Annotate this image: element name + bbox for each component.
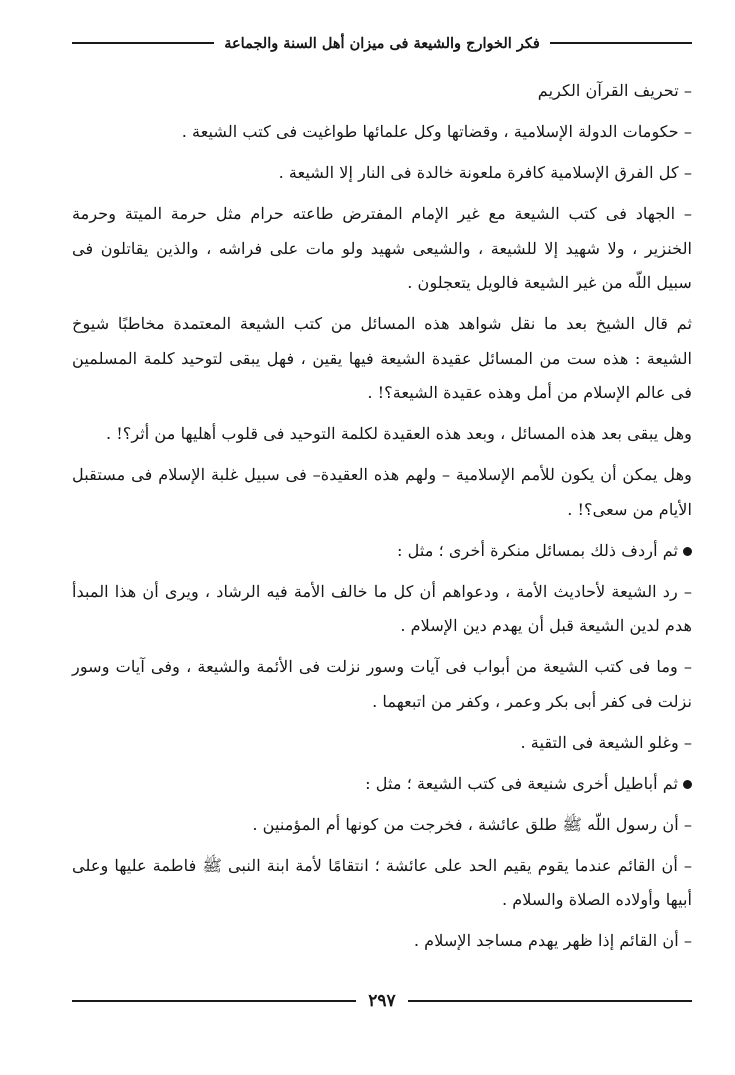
paragraph: [72, 458, 692, 527]
paragraph: [72, 849, 692, 918]
footer-rule-left: [72, 1000, 356, 1002]
paragraph: [72, 924, 692, 959]
paragraph-text: ثم أباطيل أخرى شنيعة فى كتب الشيعة ؛ مثل :: [365, 773, 678, 793]
page-number: ٢٩٧: [368, 991, 396, 1011]
paragraph-text: – وغلو الشيعة فى التقية .: [520, 732, 692, 752]
paragraph: [72, 808, 692, 843]
paragraph-text: – رد الشيعة لأحاديث الأمة ، ودعواهم أن كل ما خالف الأمة فيه الرشاد ، ويرى أن هذا المبدأ هدم لدين الشيعة قبل أن يهدم دين الإسلام .: [72, 581, 692, 635]
paragraph-text: ثم أردف ذلك بمسائل منكرة أخرى ؛ مثل :: [397, 540, 678, 560]
page-footer: [72, 988, 692, 1014]
paragraph: [72, 575, 692, 644]
paragraph-text: – حكومات الدولة الإسلامية ، وقضاتها وكل علمائها طواغيت فى كتب الشيعة .: [181, 122, 692, 141]
paragraph-text: – كل الفرق الإسلامية كافرة ملعونة خالدة فى النار إلا الشيعة .: [278, 163, 692, 182]
paragraph-text: – أن رسول اللّه ﷺ طلق عائشة ، فخرجت من كونها أم المؤمنين .: [252, 814, 692, 834]
paragraph: [72, 650, 692, 719]
paragraph: [72, 417, 692, 452]
paragraph: [72, 726, 692, 761]
running-header: [72, 30, 692, 56]
page-body: [72, 74, 692, 965]
bullet-paragraph: [72, 534, 692, 569]
paragraph-text: – تحريف القرآن الكريم: [537, 81, 692, 100]
bullet-paragraph: [72, 767, 692, 802]
paragraph-text: ثم قال الشيخ بعد ما نقل شواهد هذه المسائل من كتب الشيعة المعتمدة مخاطبًا شيوخ الشيعة : هذه ست من المسائل عقيدة الشيعة فيها يقين ، فهل يبقى لتوحيد كلمة المسلمين فى عالم الإسلام من أمل وهذه عقيدة الشيعة؟! .: [72, 314, 692, 402]
footer-rule-right: [408, 1000, 692, 1002]
paragraph-text: – أن القائم عندما يقوم يقيم الحد على عائشة ؛ انتقامًا لأمة ابنة النبى ﷺ فاطمة عليها وعلى أبيها وأولاده الصلاة والسلام .: [72, 855, 692, 909]
bullet-icon: [683, 780, 692, 789]
paragraph-text: – أن القائم إذا ظهر يهدم مساجد الإسلام .: [413, 931, 692, 950]
paragraph-text: – الجهاد فى كتب الشيعة مع غير الإمام المفترض طاعته حرام مثل حرمة الميتة وحرمة الخنزير ، ولا شهيد إلا للشيعة ، والشيعى شهيد ولو مات على فراشه ، والذين يقاتلون فى سبيل اللّه من غير الشيعة فالويل يتعجلون .: [72, 204, 692, 292]
header-rule-right: [550, 42, 692, 44]
paragraph: [72, 115, 692, 150]
paragraph-text: – وما فى كتب الشيعة من أبواب فى آيات وسور نزلت فى الأئمة والشيعة ، وفى آيات وسور نزلت فى كفر أبى بكر وعمر ، وكفر من اتبعهما .: [72, 657, 692, 711]
header-rule-left: [72, 42, 214, 44]
paragraph: [72, 307, 692, 411]
paragraph: [72, 74, 692, 109]
running-title: فكر الخوارج والشيعة فى ميزان أهل السنة والجماعة: [224, 34, 540, 52]
paragraph-text: وهل يمكن أن يكون للأمم الإسلامية – ولهم هذه العقيدة– فى سبيل غلبة الإسلام فى مستقبل الأيام من سعى؟! .: [72, 465, 692, 519]
bullet-icon: [683, 547, 692, 556]
paragraph-text: وهل يبقى بعد هذه المسائل ، وبعد هذه العقيدة لكلمة التوحيد فى قلوب أهليها من أثر؟! .: [105, 424, 692, 443]
paragraph: [72, 156, 692, 191]
paragraph: [72, 197, 692, 301]
